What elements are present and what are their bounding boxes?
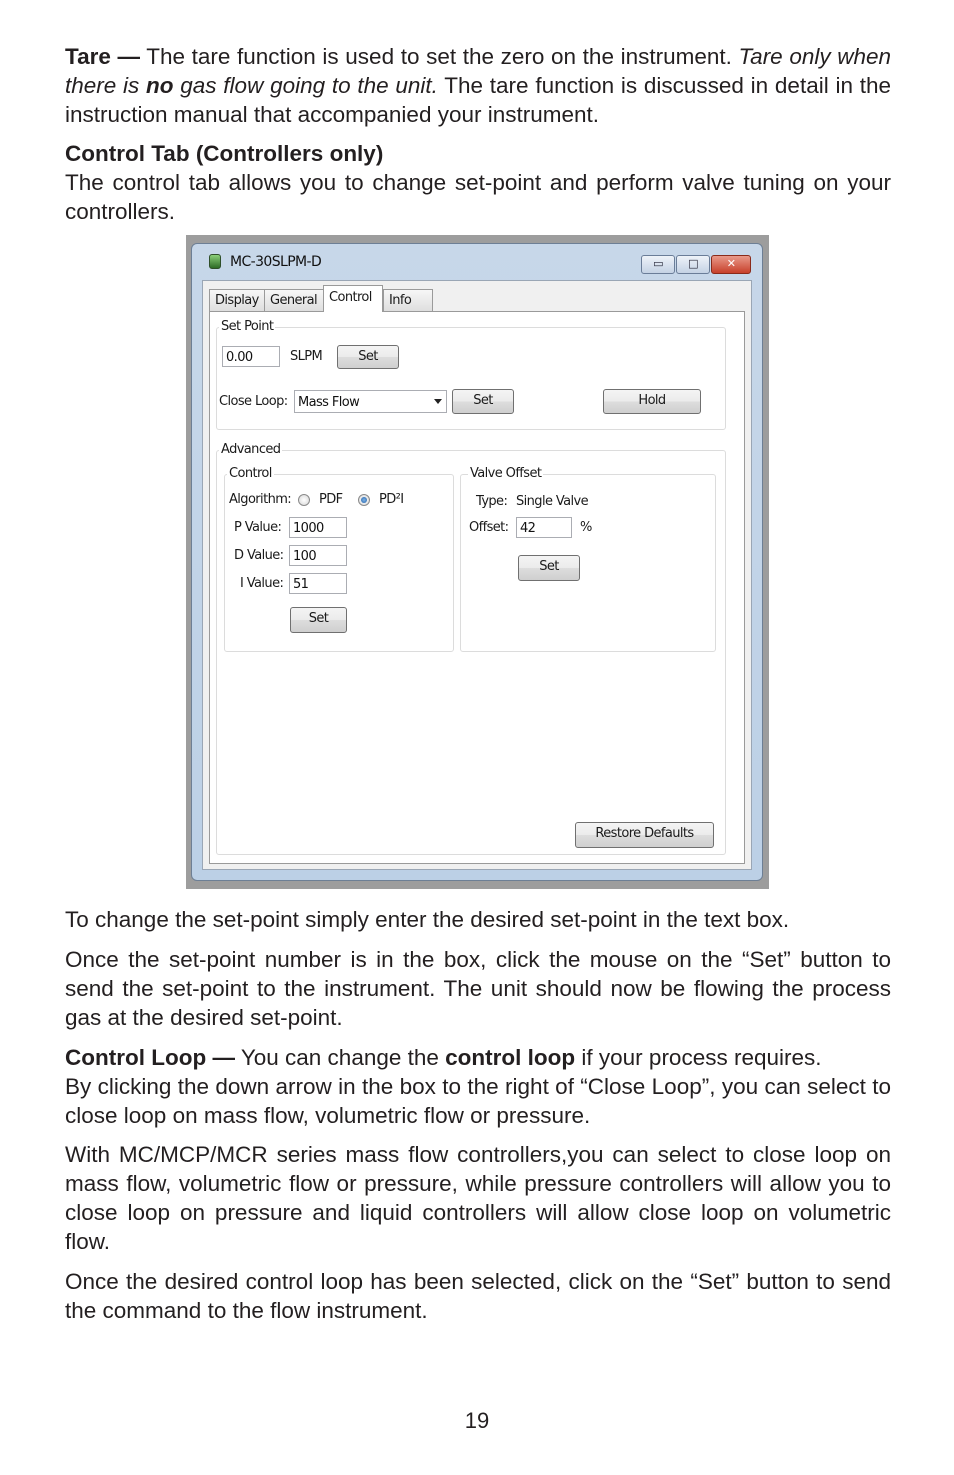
mc-series-paragraph: With MC/MCP/MCR series mass flow controllers,you can select to close loop on mass flow, volumetric flow or pressure, while pressure controllers will allow you to close loop on pressure and liquid controllers will allow close loop on volumetric flow. (65, 1142, 891, 1254)
tare-italic-2: gas flow going to the unit. (173, 73, 438, 98)
tare-heading: Tare — (65, 44, 140, 69)
tare-text-1: The tare function is used to set the zero on the instrument. (139, 44, 739, 69)
p-value-label: P Value: (234, 520, 282, 535)
change-setpoint-paragraph: To change the set-point simply enter the desired set-point in the text box. (65, 907, 790, 932)
window-client-area (202, 280, 752, 870)
close-loop-set-button[interactable]: Set (452, 389, 514, 414)
control-loop-text-3: By clicking the down arrow in the box to the right of “Close Loop”, you can select to close loop on mass flow, volumetric flow or pressure. (65, 1074, 891, 1128)
advanced-group-label: Advanced (221, 442, 281, 457)
control-loop-bold: control loop (445, 1045, 576, 1070)
close-button[interactable]: ✕ (711, 255, 751, 274)
title-bar[interactable] (192, 244, 762, 274)
app-icon (209, 254, 221, 269)
offset-input[interactable]: 42 (516, 517, 572, 538)
minimize-button[interactable]: ▭ (641, 255, 675, 274)
tab-general[interactable]: General (264, 289, 324, 311)
control-loop-heading: Control Loop — (65, 1045, 235, 1070)
app-window (191, 243, 763, 881)
i-value-label: I Value: (240, 576, 284, 591)
page-number: 19 (464, 1408, 490, 1433)
valve-type-value: Single Valve (516, 494, 589, 509)
valve-offset-subgroup-label: Valve Offset (470, 466, 542, 481)
control-tab-section (65, 139, 891, 226)
control-set-button[interactable]: Set (290, 607, 347, 633)
close-loop-selected-value: Mass Flow (298, 395, 360, 410)
control-tab-page (209, 311, 745, 864)
tab-control[interactable]: Control (323, 285, 383, 312)
dropdown-arrow-icon[interactable] (434, 399, 442, 404)
maximize-button[interactable]: □ (676, 255, 710, 274)
set-point-unit-label: SLPM (290, 349, 323, 364)
offset-unit-label: % (580, 520, 592, 535)
p-value-input[interactable]: 1000 (289, 517, 347, 538)
tab-display[interactable]: Display (209, 289, 265, 311)
set-point-set-button[interactable]: Set (337, 345, 399, 369)
valve-offset-set-button[interactable]: Set (518, 555, 580, 581)
algorithm-label: Algorithm: (229, 492, 292, 507)
pdf-radio[interactable] (298, 494, 310, 506)
tare-italic-1: Tare only when there is (65, 44, 892, 98)
restore-defaults-button[interactable]: Restore Defaults (575, 822, 714, 848)
d-value-input[interactable]: 100 (289, 545, 347, 566)
d-value-label: D Value: (234, 548, 284, 563)
tare-text-2: The tare function is discussed in detail in the instruction manual that accompanied your instrument. (65, 73, 891, 127)
control-tab-text: The control tab allows you to change set-point and perform valve tuning on your controllers. (65, 170, 891, 224)
close-loop-select[interactable] (294, 390, 447, 413)
set-point-group-label: Set Point (221, 319, 274, 334)
pdf-radio-label: PDF (319, 492, 343, 507)
tare-italic-bold: no (146, 73, 174, 98)
once-loop-paragraph: Once the desired control loop has been selected, click on the “Set” button to send the command to the flow instrument. (65, 1269, 891, 1323)
tab-info[interactable]: Info (383, 289, 433, 311)
control-loop-text-1: You can change the (234, 1045, 446, 1070)
hold-button[interactable]: Hold (603, 389, 701, 414)
screenshot-figure (186, 235, 769, 889)
valve-type-label: Type: (476, 494, 508, 509)
once-setpoint-paragraph: Once the set-point number is in the box, click the mouse on the “Set” button to send the set-point to the instrument. The unit should now be flowing the process gas at the desired set-point. (65, 947, 891, 1030)
set-point-input[interactable]: 0.00 (222, 346, 280, 367)
control-loop-paragraph (65, 1043, 891, 1130)
offset-label: Offset: (469, 520, 509, 535)
control-tab-heading: Control Tab (Controllers only) (65, 141, 384, 166)
close-loop-label: Close Loop: (219, 394, 288, 409)
control-subgroup-label: Control (229, 466, 272, 481)
tare-paragraph (65, 42, 891, 129)
pd2i-radio[interactable] (358, 494, 370, 506)
set-point-group (216, 327, 726, 430)
control-loop-text-2: if your process requires. (575, 1045, 822, 1070)
pd2i-radio-label: PD²I (379, 492, 404, 507)
i-value-input[interactable]: 51 (289, 573, 347, 594)
window-title: MC-30SLPM-D (230, 254, 322, 270)
